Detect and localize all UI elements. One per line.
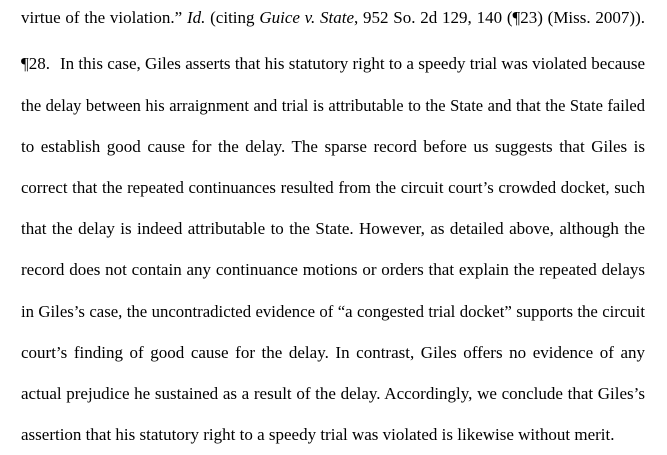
- citing-text: (citing: [210, 8, 255, 27]
- paragraph-text-line: correct that the repeated continuances resulted from the circuit court’s crowded docket, such: [21, 178, 645, 197]
- text-line-8: [21, 300, 645, 324]
- text-line-11: [21, 423, 645, 447]
- paragraph-text-line: assertion that his statutory right to a speedy trial was violated is likewise without merit.: [21, 425, 615, 444]
- quote-end-text: virtue of the violation.”: [21, 8, 183, 27]
- paragraph-text-line: the delay between his arraignment and trial is attributable to the State and that the State failed: [21, 96, 645, 115]
- paragraph-number: ¶28.: [21, 54, 50, 73]
- text-line-5: [21, 176, 645, 200]
- case-name: Guice v. State: [259, 8, 354, 27]
- text-line-2: [21, 52, 645, 76]
- paragraph-text-line: court’s finding of good cause for the delay. In contrast, Giles offers no evidence of any: [21, 343, 645, 362]
- paragraph-text-line: actual prejudice he sustained as a result of the delay. Accordingly, we conclude that Giles’s: [21, 384, 645, 403]
- text-line-6: [21, 217, 645, 241]
- text-line-1: [21, 6, 645, 30]
- text-line-9: [21, 341, 645, 365]
- paragraph-text-line: to establish good cause for the delay. The sparse record before us suggests that Giles is: [21, 137, 645, 156]
- paragraph-text-line: In this case, Giles asserts that his statutory right to a speedy trial was violated because: [59, 54, 645, 73]
- text-line-10: [21, 382, 645, 406]
- paragraph-text-line: record does not contain any continuance motions or orders that explain the repeated delays: [21, 260, 645, 279]
- paragraph-text-line: that the delay is indeed attributable to the State. However, as detailed above, although the: [21, 219, 645, 238]
- id-signal: Id.: [186, 8, 206, 27]
- paragraph-text-line: in Giles’s case, the uncontradicted evidence of “a congested trial docket” supports the circuit: [21, 302, 645, 321]
- text-line-3: [21, 94, 645, 118]
- text-line-4: [21, 135, 645, 159]
- citation-rest: , 952 So. 2d 129, 140 (¶23) (Miss. 2007)).: [353, 8, 645, 27]
- text-line-7: [21, 258, 645, 282]
